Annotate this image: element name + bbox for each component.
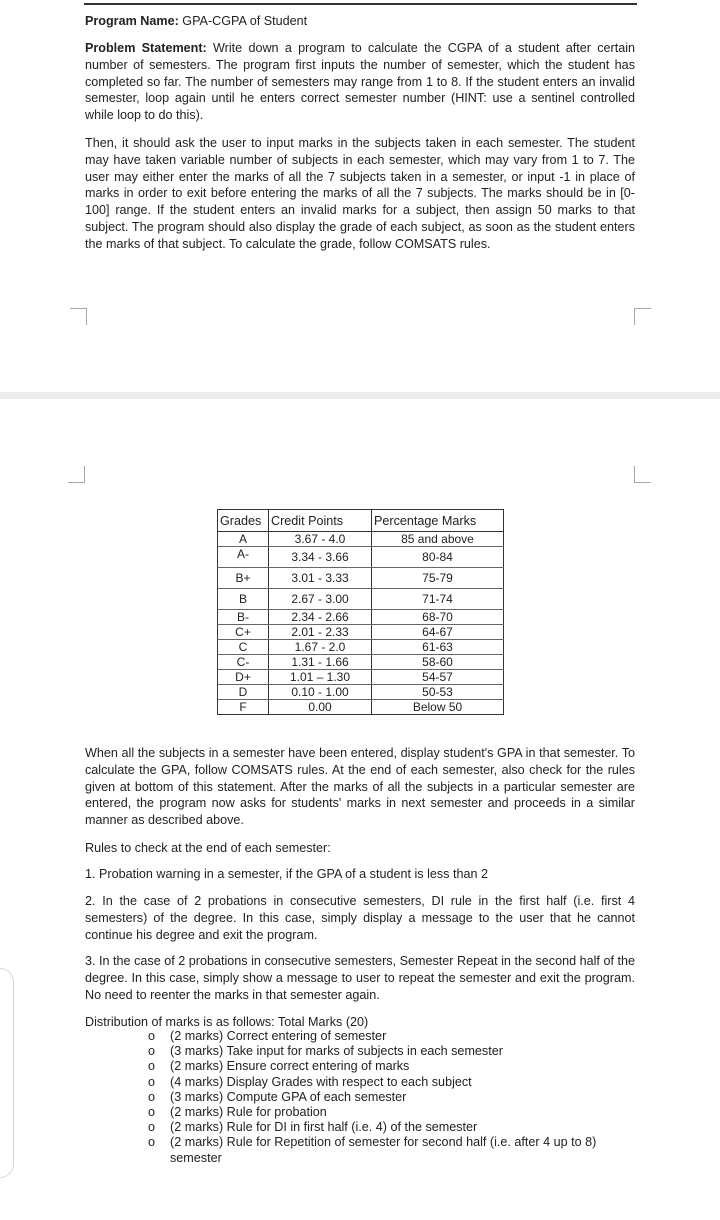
grade-table — [217, 509, 504, 715]
list-item-text: (2 marks) Ensure correct entering of marks — [170, 1059, 410, 1074]
credit-cell: 0.00 — [269, 700, 372, 715]
rule-1: 1. Probation warning in a semester, if the GPA of a student is less than 2 — [85, 867, 488, 881]
table-row — [218, 532, 504, 547]
bullet-icon: o — [148, 1105, 156, 1120]
percentage-cell: 50-53 — [372, 685, 504, 700]
problem-statement-label: Problem Statement: — [85, 41, 207, 55]
percentage-cell: Below 50 — [372, 700, 504, 715]
credit-cell: 3.01 - 3.33 — [269, 568, 372, 589]
list-item — [148, 1090, 618, 1105]
side-panel-tab[interactable] — [0, 968, 14, 1178]
grade-cell: C- — [218, 655, 269, 670]
bullet-icon: o — [148, 1029, 156, 1043]
list-item — [148, 1029, 618, 1044]
bullet-icon: o — [148, 1120, 156, 1135]
percentage-cell: 68-70 — [372, 610, 504, 625]
table-row — [218, 685, 504, 700]
grade-cell: B — [218, 589, 269, 610]
credit-cell: 3.67 - 4.0 — [269, 532, 372, 547]
percentage-cell: 58-60 — [372, 655, 504, 670]
list-item-text: (2 marks) Correct entering of semester — [170, 1029, 387, 1043]
grade-cell: B+ — [218, 568, 269, 589]
bullet-icon: o — [148, 1089, 156, 1104]
grade-cell: D — [218, 685, 269, 700]
grade-cell: F — [218, 700, 269, 715]
table-row — [218, 670, 504, 685]
list-item — [148, 1105, 618, 1120]
list-item — [148, 1075, 618, 1090]
rule-3: 3. In the case of 2 probations in consecutive semesters, Semester Repeat in the second half of the degree. In this case, simply show a message to user to repeat the semester and exit the program. No need to reenter the marks in that semester again. — [85, 954, 635, 1002]
table-row — [218, 640, 504, 655]
rule-2: 2. In the case of 2 probations in consecutive semesters, DI rule in the first half (i.e. first 4 semesters) of the degree. In this case, simply display a message to the user that he cannot continue his degree and exit the program. — [85, 894, 635, 942]
credit-cell: 0.10 - 1.00 — [269, 685, 372, 700]
percentage-cell: 71-74 — [372, 589, 504, 610]
grade-cell: C+ — [218, 625, 269, 640]
problem-statement — [85, 40, 635, 124]
percentage-cell: 80-84 — [372, 547, 504, 568]
percentage-cell: 61-63 — [372, 640, 504, 655]
credit-cell: 3.34 - 3.66 — [269, 547, 372, 568]
list-item-text: (3 marks) Take input for marks of subjects in each semester — [170, 1044, 503, 1059]
list-item-text: (3 marks) Compute GPA of each semester — [170, 1089, 407, 1104]
crop-mark — [68, 466, 85, 483]
rules-heading: Rules to check at the end of each semester: — [85, 841, 331, 855]
credit-cell: 2.34 - 2.66 — [269, 610, 372, 625]
list-item-text: (2 marks) Rule for probation — [170, 1105, 327, 1120]
list-item — [148, 1044, 618, 1059]
header-percentage-marks: Percentage Marks — [372, 510, 504, 532]
credit-cell: 1.67 - 2.0 — [269, 640, 372, 655]
grade-cell: B- — [218, 610, 269, 625]
grade-cell: A — [218, 532, 269, 547]
program-name-label: Program Name: — [85, 14, 179, 28]
crop-mark — [634, 466, 651, 483]
credit-cell: 1.31 - 1.66 — [269, 655, 372, 670]
grade-cell: D+ — [218, 670, 269, 685]
program-name — [85, 13, 635, 30]
table-row — [218, 655, 504, 670]
grade-table-header — [218, 510, 504, 532]
marks-distribution-list — [148, 1029, 618, 1166]
distribution-heading: Distribution of marks is as follows: Total Marks (20) — [85, 1015, 369, 1029]
crop-mark — [634, 308, 651, 325]
table-row — [218, 568, 504, 589]
list-item-text: (2 marks) Rule for DI in first half (i.e. 4) of the semester — [170, 1120, 478, 1135]
table-row — [218, 610, 504, 625]
percentage-cell: 64-67 — [372, 625, 504, 640]
list-item-text: (4 marks) Display Grades with respect to each subject — [170, 1074, 472, 1089]
credit-cell: 2.01 - 2.33 — [269, 625, 372, 640]
list-item — [148, 1120, 618, 1135]
crop-mark — [70, 308, 87, 325]
input-marks-paragraph: Then, it should ask the user to input marks in the subjects taken in each semester. The student may have taken variable number of subjects in each semester, which may vary from 1 to 7. The user may either enter the marks of all the 7 subjects taken in a semester, or input -1 in place of marks in order to exit before entering the marks of all the 7 subjects. The marks should be in [0-100] range. If the student enters an invalid marks for a subject, then assign 50 marks to that subject. The program should also display the grade of each subject, as soon as the student enters the marks of that subject. To calculate the grade, follow COMSATS rules. — [85, 136, 635, 251]
credit-cell: 2.67 - 3.00 — [269, 589, 372, 610]
grade-cell: C — [218, 640, 269, 655]
top-rule — [84, 3, 637, 5]
bullet-icon: o — [148, 1074, 156, 1089]
credit-cell: 1.01 – 1.30 — [269, 670, 372, 685]
gpa-paragraph: When all the subjects in a semester have been entered, display student's GPA in that semester. To calculate the GPA, follow COMSATS rules. At the end of each semester, also check for the rules given at bottom of this statement. After the marks of all the subjects in a particular semester are entered, the program now asks for students' marks in next semester and proceeds in a similar manner as described above. — [85, 746, 635, 828]
bullet-icon: o — [148, 1044, 156, 1059]
page-gap — [0, 392, 720, 399]
problem-statement-text: Write down a program to calculate the CGPA of a student after certain number of semesters. The program first inputs the number of semester, which the student has completed so far. The number of semesters may range from 1 to 8. If the student enters an invalid semester, loop again until he enters correct semester number (HINT: use a sentinel controlled while loop to do this). — [85, 41, 635, 123]
list-item-text: (2 marks) Rule for Repetition of semester for second half (i.e. after 4 up to 8) semester — [170, 1135, 597, 1165]
program-name-value: GPA-CGPA of Student — [182, 14, 308, 28]
table-row — [218, 700, 504, 715]
bullet-icon: o — [148, 1135, 156, 1150]
table-row — [218, 547, 504, 568]
grade-cell: A- — [218, 547, 269, 568]
table-row — [218, 625, 504, 640]
list-item — [148, 1135, 618, 1165]
percentage-cell: 85 and above — [372, 532, 504, 547]
table-row — [218, 589, 504, 610]
bullet-icon: o — [148, 1059, 156, 1074]
percentage-cell: 54-57 — [372, 670, 504, 685]
percentage-cell: 75-79 — [372, 568, 504, 589]
header-grades: Grades — [218, 510, 269, 532]
list-item — [148, 1059, 618, 1074]
header-credit-points: Credit Points — [269, 510, 372, 532]
